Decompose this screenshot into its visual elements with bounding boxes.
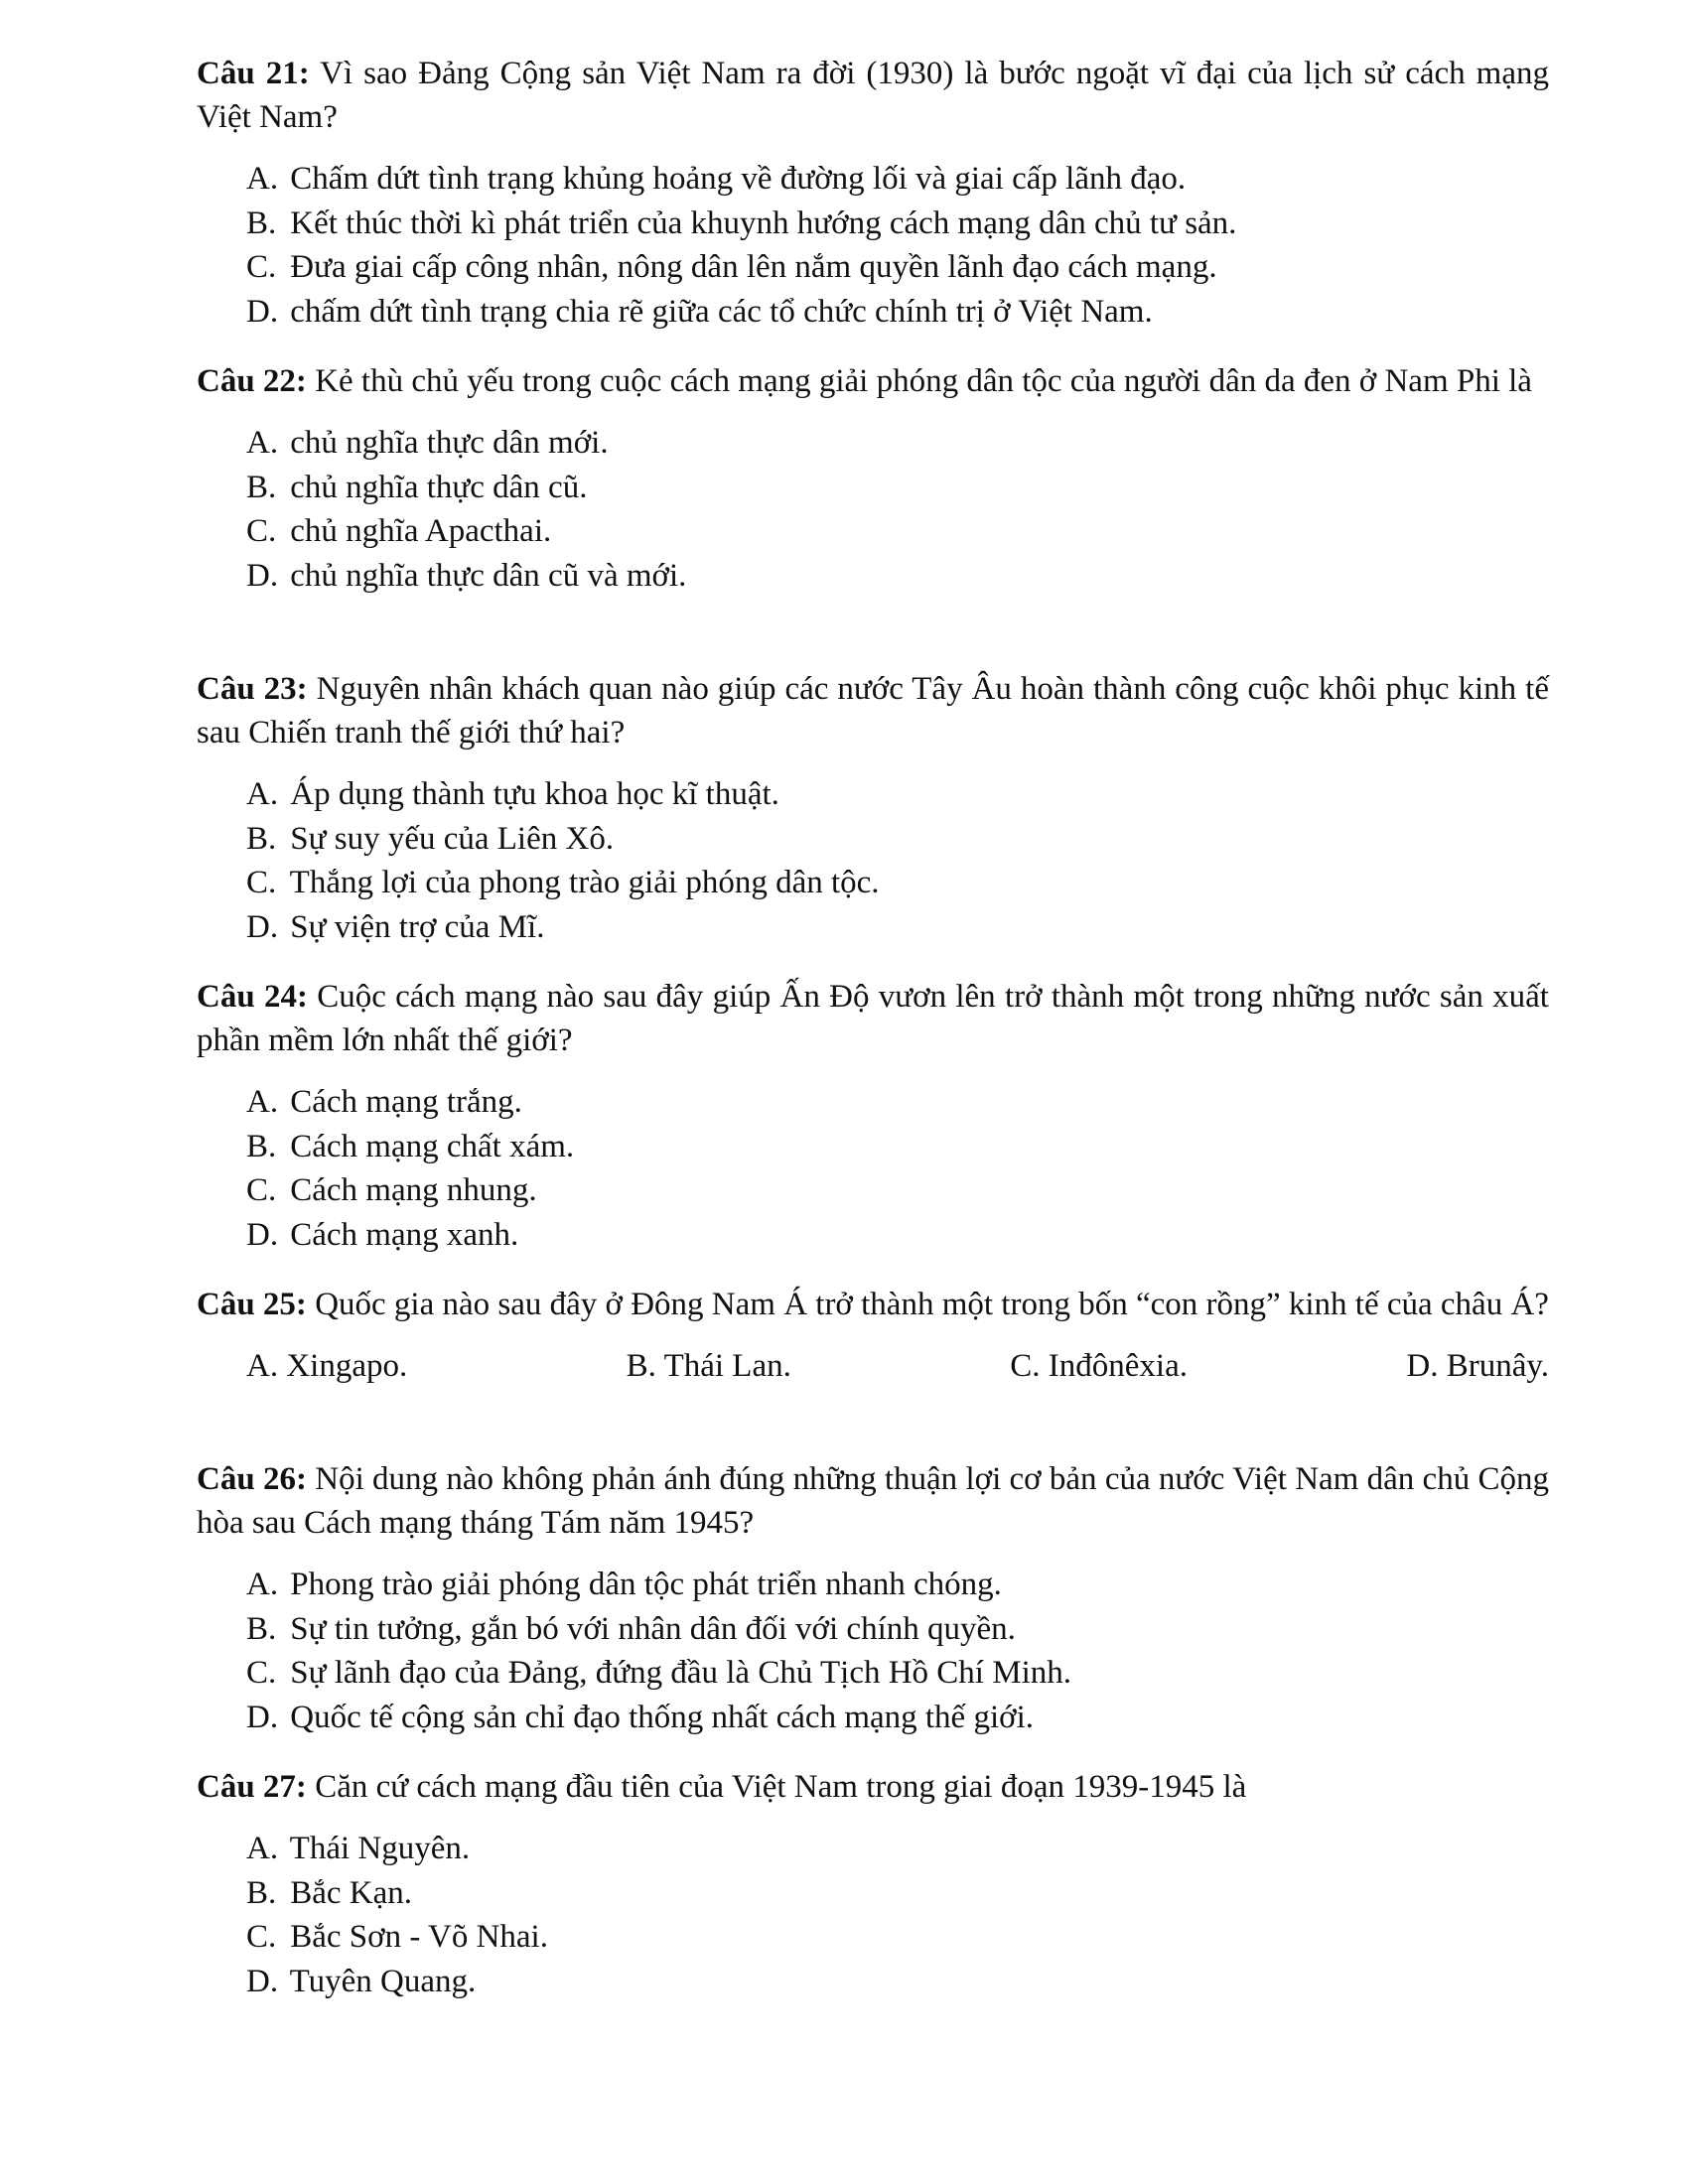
answer-options [197, 772, 1549, 949]
option-text: Xingapo. [286, 1348, 408, 1384]
option-letter: C. [246, 1919, 277, 1955]
question-text: Vì sao Đảng Cộng sản Việt Nam ra đời (1930) là bước ngoặt vĩ đại của lịch sử cách mạng Việt Nam? [197, 56, 1549, 135]
question-number: Câu 24: [197, 979, 308, 1015]
question-stem [197, 359, 1549, 403]
option-letter: D. [246, 1216, 279, 1253]
option-text: Inđônêxia. [1048, 1348, 1188, 1384]
question-number: Câu 23: [197, 671, 308, 707]
answer-option-a [246, 421, 1549, 466]
option-letter: B. [626, 1348, 656, 1384]
question-number: Câu 26: [197, 1461, 307, 1497]
option-letter: D. [246, 908, 279, 945]
answer-option-a [246, 772, 1549, 817]
option-text: Sự lãnh đạo của Đảng, đứng đầu là Chủ Tịch Hồ Chí Minh. [290, 1655, 1071, 1691]
option-letter: C. [246, 249, 277, 285]
option-letter: A. [246, 1831, 279, 1866]
option-letter: A. [246, 425, 279, 461]
option-text: chủ nghĩa thực dân cũ và mới. [290, 557, 687, 594]
option-text: Đưa giai cấp công nhân, nông dân lên nắm quyền lãnh đạo cách mạng. [290, 249, 1217, 285]
option-letter: D. [246, 1963, 279, 1999]
option-letter: B. [246, 1874, 277, 1911]
answer-options [197, 1080, 1549, 1257]
option-letter: A. [246, 161, 279, 197]
option-text: Sự tin tưởng, gắn bó với nhân dân đối với chính quyền. [290, 1610, 1016, 1647]
answer-option-a [246, 157, 1549, 202]
option-letter: C. [246, 513, 277, 549]
question-number: Câu 27: [197, 1769, 307, 1805]
question-text: Quốc gia nào sau đây ở Đông Nam Á trở thành một trong bốn “con rồng” kinh tế của châu Á? [306, 1287, 1549, 1322]
option-text: chủ nghĩa Apacthai. [290, 513, 552, 549]
option-letter: A. [246, 1084, 279, 1120]
question-number: Câu 25: [197, 1287, 307, 1322]
answer-option-d [246, 554, 1549, 599]
option-text: Thái Lan. [663, 1348, 791, 1384]
option-letter: C. [1010, 1348, 1041, 1384]
answer-option-a [246, 1827, 1549, 1871]
question-number: Câu 22: [197, 363, 307, 399]
question-27 [197, 1765, 1549, 2003]
question-stem [197, 1457, 1549, 1545]
option-text: chấm dứt tình trạng chia rẽ giữa các tổ chức chính trị ở Việt Nam. [290, 293, 1153, 330]
answer-option-d [246, 290, 1549, 335]
question-23 [197, 667, 1549, 949]
option-text: chủ nghĩa thực dân cũ. [290, 469, 588, 505]
answer-option-d [246, 1960, 1549, 2004]
answer-option-b [246, 466, 1549, 510]
option-letter: B. [246, 1610, 277, 1647]
answer-option-c [1010, 1344, 1188, 1389]
question-stem [197, 667, 1549, 754]
answer-option-b [246, 1607, 1549, 1652]
answer-options [197, 421, 1549, 598]
answer-option-b [246, 1871, 1549, 1916]
option-text: Bắc Sơn - Võ Nhai. [290, 1919, 548, 1955]
answer-option-d [1406, 1344, 1549, 1389]
option-text: Phong trào giải phóng dân tộc phát triển nhanh chóng. [290, 1567, 1002, 1602]
question-24 [197, 975, 1549, 1257]
option-text: Chấm dứt tình trạng khủng hoảng về đường lối và giai cấp lãnh đạo. [290, 161, 1187, 197]
option-letter: D. [1406, 1348, 1439, 1384]
option-text: Cách mạng trắng. [290, 1084, 522, 1120]
option-letter: B. [246, 1128, 277, 1164]
option-text: chủ nghĩa thực dân mới. [290, 425, 609, 461]
answer-options [197, 1344, 1549, 1389]
option-text: Quốc tế cộng sản chỉ đạo thống nhất cách mạng thế giới. [290, 1699, 1034, 1735]
answer-option-a [246, 1563, 1549, 1607]
question-stem [197, 1765, 1549, 1809]
option-letter: C. [246, 1172, 277, 1208]
answer-options [197, 1563, 1549, 1739]
option-text: Bắc Kạn. [290, 1874, 413, 1911]
option-letter: C. [246, 865, 277, 900]
option-text: Thái Nguyên. [289, 1831, 471, 1866]
answer-option-a [246, 1344, 407, 1389]
question-26 [197, 1457, 1549, 1739]
option-letter: D. [246, 293, 279, 330]
option-text: Tuyên Quang. [289, 1963, 477, 1999]
option-letter: A. [246, 1348, 279, 1384]
option-text: Thắng lợi của phong trào giải phóng dân tộc. [289, 865, 880, 900]
option-letter: D. [246, 557, 279, 594]
option-letter: A. [246, 1567, 279, 1602]
option-letter: D. [246, 1699, 279, 1735]
answer-option-c [246, 245, 1549, 290]
question-22 [197, 359, 1549, 598]
answer-option-c [246, 1915, 1549, 1960]
question-text: Căn cứ cách mạng đầu tiên của Việt Nam trong giai đoạn 1939-1945 là [306, 1769, 1247, 1805]
option-letter: B. [246, 205, 277, 241]
answer-option-a [246, 1080, 1549, 1125]
question-stem [197, 52, 1549, 139]
option-text: Brunây. [1446, 1348, 1549, 1384]
answer-option-b [246, 1125, 1549, 1169]
question-text: Cuộc cách mạng nào sau đây giúp Ấn Độ vươn lên trở thành một trong những nước sản xuất phần mềm lớn nhất thế giới? [197, 979, 1549, 1058]
answer-option-d [246, 1696, 1549, 1740]
option-letter: B. [246, 820, 277, 857]
answer-options [197, 1827, 1549, 2003]
option-text: Cách mạng chất xám. [290, 1128, 575, 1164]
option-letter: A. [246, 776, 279, 812]
answer-option-c [246, 1168, 1549, 1213]
answer-option-d [246, 905, 1549, 950]
answer-option-b [246, 202, 1549, 246]
answer-options [197, 157, 1549, 334]
question-text: Nội dung nào không phản ánh đúng những thuận lợi cơ bản của nước Việt Nam dân chủ Cộng hòa sau Cách mạng tháng Tám năm 1945? [197, 1461, 1549, 1541]
question-text: Kẻ thù chủ yếu trong cuộc cách mạng giải phóng dân tộc của người dân da đen ở Nam Phi là [306, 363, 1532, 399]
option-text: Kết thúc thời kì phát triển của khuynh hướng cách mạng dân chủ tư sản. [290, 205, 1237, 241]
question-stem [197, 975, 1549, 1062]
option-text: Cách mạng xanh. [290, 1216, 519, 1253]
question-25 [197, 1283, 1549, 1389]
answer-option-d [246, 1213, 1549, 1258]
option-text: Sự suy yếu của Liên Xô. [290, 820, 615, 857]
question-text: Nguyên nhân khách quan nào giúp các nước Tây Âu hoàn thành công cuộc khôi phục kinh tế sau Chiến tranh thế giới thứ hai? [197, 671, 1549, 751]
answer-option-c [246, 509, 1549, 554]
option-text: Áp dụng thành tựu khoa học kĩ thuật. [290, 776, 779, 812]
question-21 [197, 52, 1549, 334]
answer-option-c [246, 861, 1549, 905]
answer-option-b [246, 817, 1549, 862]
answer-option-c [246, 1651, 1549, 1696]
answer-option-b [627, 1344, 791, 1389]
option-text: Sự viện trợ của Mĩ. [290, 908, 545, 945]
question-number: Câu 21: [197, 56, 310, 91]
option-letter: C. [246, 1655, 277, 1691]
option-text: Cách mạng nhung. [290, 1172, 537, 1208]
question-stem [197, 1283, 1549, 1326]
option-letter: B. [246, 469, 277, 505]
